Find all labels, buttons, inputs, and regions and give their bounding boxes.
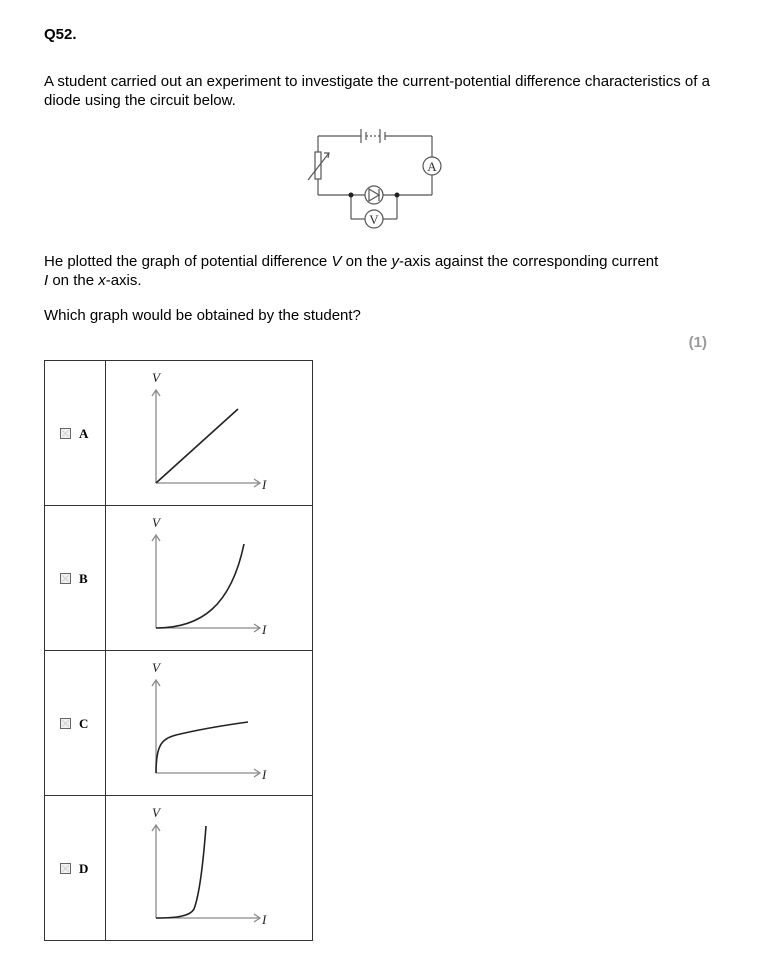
ammeter-label: A <box>427 159 437 174</box>
checkbox-a[interactable] <box>60 428 71 439</box>
curve-flat-then-steep <box>156 826 206 918</box>
checkbox-d[interactable] <box>60 863 71 874</box>
circuit-diagram <box>300 115 460 235</box>
graph-cell-c <box>106 651 313 796</box>
option-d[interactable] <box>45 796 106 941</box>
option-letter-a: A <box>79 426 89 441</box>
y-axis-label: V <box>152 370 160 385</box>
marks-label: (1) <box>688 334 707 351</box>
junction-dot-right <box>395 193 400 198</box>
question-prompt: Which graph would be obtained by the student? <box>44 307 361 324</box>
option-c[interactable] <box>45 651 106 796</box>
y-axis-label: V <box>152 805 160 820</box>
junction-dot-left <box>349 193 354 198</box>
graph-b <box>106 506 312 650</box>
option-letter-b: B <box>79 571 88 586</box>
option-row-c <box>45 651 313 796</box>
graph-a <box>106 361 312 505</box>
voltmeter-label: V <box>369 212 379 227</box>
option-row-b <box>45 506 313 651</box>
variable-resistor <box>315 152 321 179</box>
y-axis-label: V <box>152 660 160 675</box>
options-table <box>44 360 313 941</box>
checkbox-c[interactable] <box>60 718 71 729</box>
option-row-a <box>45 361 313 506</box>
option-letter-d: D <box>79 861 89 876</box>
variable-resistor-arrow <box>308 153 329 180</box>
curve-steep-then-flat <box>156 722 248 773</box>
option-b[interactable] <box>45 506 106 651</box>
option-letter-c: C <box>79 716 89 731</box>
option-a[interactable] <box>45 361 106 506</box>
curve-linear <box>156 409 238 483</box>
y-axis-label: V <box>152 515 160 530</box>
x-axis-label: I <box>262 767 267 782</box>
checkbox-b[interactable] <box>60 573 71 584</box>
graph-c <box>106 651 312 795</box>
graph-cell-b <box>106 506 313 651</box>
question-intro: A student carried out an experiment to investigate the current-potential difference characteristics of a diode using the circuit below. <box>44 73 710 109</box>
x-axis-label: I <box>262 477 267 492</box>
graph-cell-a <box>106 361 313 506</box>
plot-instruction: He plotted the graph of potential difference V on the y-axis against the corresponding current I on the x-axis. <box>44 253 659 289</box>
curve-gradual-upward <box>156 544 244 628</box>
x-axis-label: I <box>262 912 267 927</box>
diode-circle <box>365 186 383 204</box>
graph-cell-d <box>106 796 313 941</box>
graph-d <box>106 796 312 940</box>
question-number: Q52. <box>44 26 77 43</box>
x-axis-label: I <box>262 622 267 637</box>
option-row-d <box>45 796 313 941</box>
